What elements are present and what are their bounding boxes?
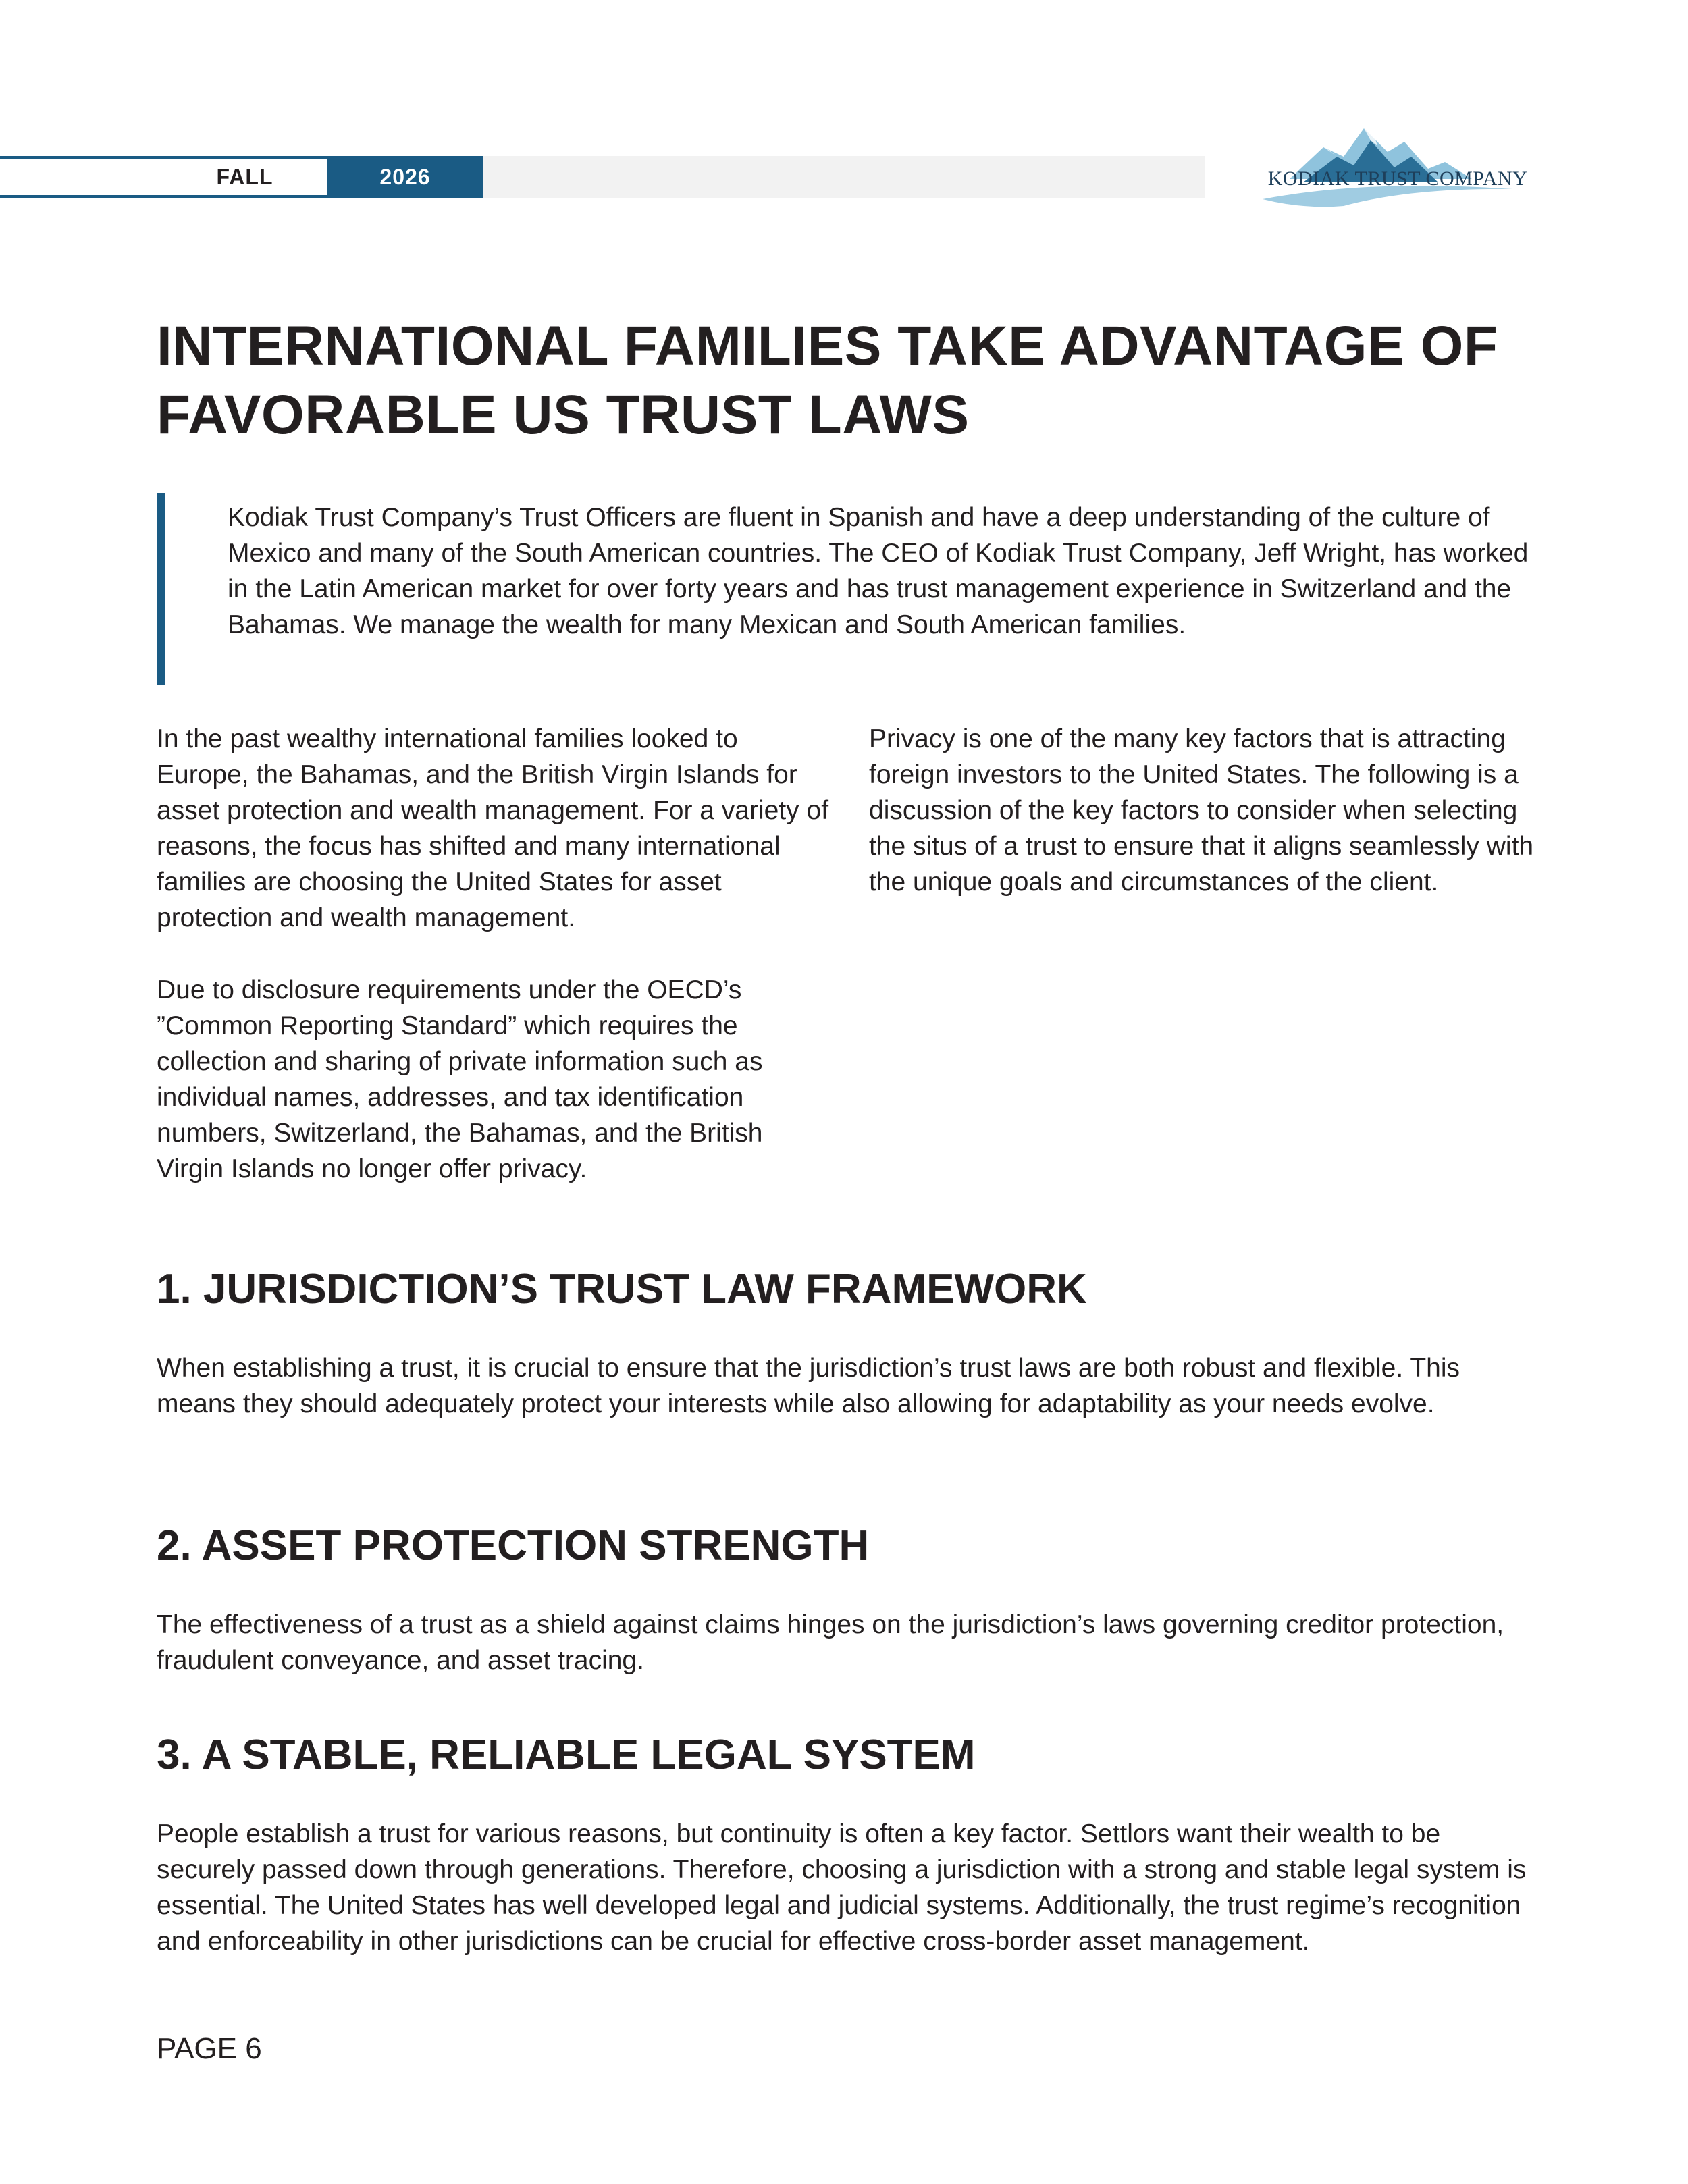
section-body-3: People establish a trust for various reasons, but continuity is often a key factor. Settlors want their wealth to be securely passed down through generations. Therefore, choosing a jurisdiction with a strong and stable legal system is essential. The United States has well developed legal and judicial systems. Additionally, the trust regime’s recognition and enforceability in other jurisdictions can be crucial for effective cross-border asset management. (157, 1819, 1527, 1956)
company-logo (1242, 115, 1539, 216)
intro-right-paragraph-1: Privacy is one of the many key factors that is attracting foreign investors to the United States. The following is a discussion of the key factors to consider when selecting the situs of a trust to ensure that it aligns seamlessly with the unique goals and circumstances of the client. (869, 724, 1534, 897)
section-body-1: When establishing a trust, it is crucial to ensure that the jurisdiction’s trust laws are both robust and flexible. This means they should adequately protect your interests while also allowing for adaptability as your needs evolve. (157, 1354, 1460, 1418)
section-heading-2: 2. ASSET PROTECTION STRENGTH (157, 1522, 870, 1569)
intro-left-paragraph-1: In the past wealthy international families looked to Europe, the Bahamas, and the British Virgin Islands for asset protection and wealth management. For a variety of reasons, the focus has shifted and many international families are choosing the United States for asset protection and wealth management. (157, 724, 829, 932)
pull-quote: Kodiak Trust Company’s Trust Officers are fluent in Spanish and have a deep understanding of the culture of Mexico and many of the South American countries. The CEO of Kodiak Trust Company, Jeff Wright, has worked in the Latin American market for over forty years and has trust management experience in Switzerland and the Bahamas. We manage the wealth for many Mexican and South American families. (228, 503, 1529, 639)
issue-year: 2026 (327, 156, 483, 198)
header-band (483, 156, 1205, 198)
page-number: PAGE 6 (157, 2032, 262, 2065)
section-heading-1: 1. JURISDICTION’S TRUST LAW FRAMEWORK (157, 1266, 1087, 1312)
article-title: INTERNATIONAL FAMILIES TAKE ADVANTAGE OF FAVORABLE US TRUST LAWS (157, 315, 1498, 446)
mountain-logo-icon (1242, 115, 1539, 216)
section-heading-3: 3. A STABLE, RELIABLE LEGAL SYSTEM (157, 1732, 976, 1778)
pull-quote-bar (157, 493, 165, 685)
intro-left-paragraph-2: Due to disclosure requirements under the OECD’s ”Common Reporting Standard” which requires the collection and sharing of private information such as individual names, addresses, and tax identification numbers, Switzerland, the Bahamas, and the British Virgin Islands no longer offer privacy. (157, 976, 763, 1183)
issue-season: FALL (216, 165, 273, 189)
section-body-2: The effectiveness of a trust as a shield against claims hinges on the jurisdiction’s laws governing creditor protection, fraudulent conveyance, and asset tracing. (157, 1610, 1504, 1675)
logo-wordmark: KODIAK TRUST COMPANY (1267, 167, 1528, 190)
